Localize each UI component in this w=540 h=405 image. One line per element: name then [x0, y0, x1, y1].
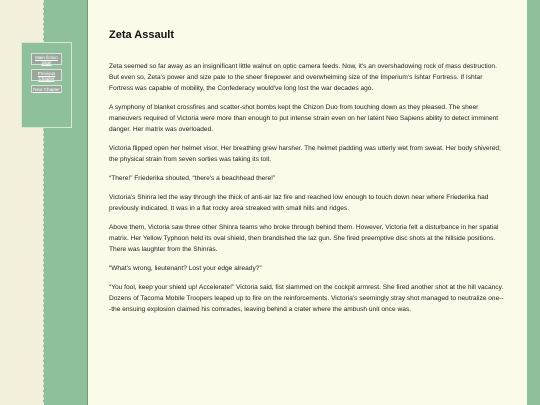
- paragraph: Victoria flipped open her helmet visor. Her breathing grew harsher. The helmet padding was utterly wet from sweat. Her body shivered; the physical strain from seven sorties was taking its toll.: [109, 145, 501, 163]
- main-fiction-link[interactable]: Main fiction page: [31, 53, 62, 65]
- paragraph: A symphony of blanket crossfires and scatter-shot bombs kept the Chizon Duo from touching down as they pleased. The sheer maneuvers required of Victoria were more than enough to put intense strain even on her latent Neo Sapiens ability to detect imminent danger. Her matrix was overloaded.: [109, 104, 499, 133]
- paragraph: Above them, Victoria saw three other Shinra teams who broke through behind them. However, Victoria felt a disturbance in her spatial matrix. Her Yellow Typhoon held its oval shield, then brandished the laz gun. She fired preemptive disc shots at the hillside positions. There was laughter from the Shinras.: [109, 224, 499, 253]
- paragraph: “What's wrong, lieutenant? Lost your edge already?”: [109, 265, 262, 272]
- previous-chapter-link[interactable]: Previous Chapter: [31, 69, 62, 81]
- paragraph: “You fool, keep your shield up! Accelerate!” Victoria said, fist slammed on the cockpit armrest. She fired another shot at the hill vacancy. Dozens of Tacoma Mobile Troopers leaped up to fire on the reinforcements. Victoria's seemingly stray shot managed to neutralize one---the ensuing explosion claimed his comrades, leaving behind a crater where the ambush unit once was.: [109, 284, 504, 313]
- chapter-content: [87, 0, 527, 405]
- paragraph: Zeta seemed so far away as an insignificant little walnut on optic camera feeds. Now, it's an overshadowing rock of mass destruction. But even so, Zeta's power and size pale to the sheer firepower and overwhelming size of the Imperium's Ishtar Fortress. If Ishtar Fortress was capable of mobility, the Confederacy would've long lost the war decades ago.: [109, 63, 497, 92]
- paragraph: “There!” Friederika shouted, “there's a beachhead there!”: [109, 175, 276, 182]
- chapter-nav-panel: [21, 42, 72, 128]
- chapter-title: Zeta Assault: [109, 29, 175, 41]
- paragraph: Victoria's Shinra led the way through the thick of anti-air laz fire and reached low enough to touch down near where Friederika had previously indicated. It was in a flat rocky area streaked with small hills and ridges.: [109, 194, 489, 212]
- next-chapter-link[interactable]: Next Chapter: [31, 85, 62, 93]
